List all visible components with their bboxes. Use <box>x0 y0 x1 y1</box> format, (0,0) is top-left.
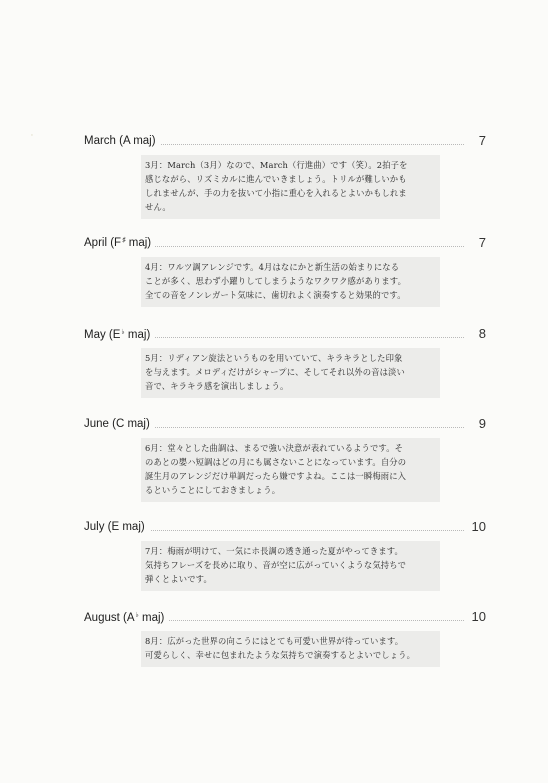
flat-symbol: ♭ <box>121 329 125 336</box>
entry-description <box>141 348 440 398</box>
description-line: しれませんが、手の力を抜いて小指に重心を入れるとよいかもしれま <box>145 188 407 198</box>
toc-entry-may[interactable] <box>84 328 486 398</box>
description-line: 6月：堂々とした曲調は、まるで強い決意が表れているようです。そ <box>145 443 404 453</box>
toc-entry-header <box>84 135 486 153</box>
description-line: 7月：梅雨が明けて、一気にホ長調の透き通った夏がやってきます。 <box>145 546 404 556</box>
toc-entry-july[interactable] <box>84 521 486 591</box>
entry-description <box>141 257 440 307</box>
sharp-symbol: ♯ <box>122 237 126 244</box>
description-line: 可愛らしく、幸せに包まれたような気持ちで演奏するとよいでしょう。 <box>145 650 416 660</box>
toc-entry-header <box>84 328 486 346</box>
description-line: るということにしておきましょう。 <box>145 485 281 495</box>
description-line: ことが多く、思わず小躍りしてしまうようなワクワク感があります。 <box>145 276 407 286</box>
entry-title: June (C maj) <box>84 418 155 430</box>
page-number: 7 <box>464 235 486 250</box>
flat-symbol: ♭ <box>135 612 139 619</box>
description-line: 気持ちフレーズを長めに取り、音が空に広がっていくような気持ちで <box>145 560 407 570</box>
entry-title: August (A♭ maj) <box>84 611 168 624</box>
entry-description <box>141 631 440 667</box>
description-line: 音で、キラキラ感を演出しましょう。 <box>145 381 289 391</box>
page-number: 7 <box>464 133 486 148</box>
description-line: せん。 <box>145 202 171 212</box>
entry-title: May (E♭ maj) <box>84 328 154 341</box>
entry-description <box>141 438 440 502</box>
description-line: 5月：リディアン旋法というものを用いていて、キラキラとした印象 <box>145 353 403 363</box>
toc-entry-march[interactable] <box>84 135 486 219</box>
entry-title: July (E maj) <box>84 521 150 533</box>
scan-mark: ' <box>31 133 33 141</box>
description-line: 誕生月のアレンジだけ単調だったら嫌ですよね。ここは一瞬梅雨に入 <box>145 471 407 481</box>
description-line: 8月：広がった世界の向こうにはとても可愛い世界が待っています。 <box>145 636 404 646</box>
page-number: 9 <box>464 416 486 431</box>
description-line: 全ての音をノンレガート気味に、歯切れよく演奏すると効果的です。 <box>145 290 406 300</box>
toc-entry-april[interactable] <box>84 237 486 307</box>
toc-entry-header <box>84 521 486 539</box>
entry-title: April (F♯ maj) <box>84 237 155 249</box>
entry-description <box>141 541 440 591</box>
toc-entry-header <box>84 418 486 436</box>
description-line: を与えます。メロディだけがシャープに、そしてそれ以外の音は淡い <box>145 367 405 377</box>
toc-entry-june[interactable] <box>84 418 486 502</box>
toc-entry-header <box>84 611 486 629</box>
description-line: のあとの嬰ハ短調はどの月にも属さないことになっています。自分の <box>145 457 407 467</box>
description-line: 感じながら、リズミカルに進んでいきましょう。トリルが難しいかも <box>145 174 407 184</box>
description-line: 4月：ワルツ調アレンジです。4月はなにかと新生活の始まりになる <box>145 262 400 272</box>
entry-description <box>141 155 440 219</box>
page-number: 8 <box>464 326 486 341</box>
toc-entry-august[interactable] <box>84 611 486 667</box>
description-line: 弾くとよいです。 <box>145 574 212 584</box>
entry-title: March (A maj) <box>84 135 161 147</box>
page-number: 10 <box>464 519 486 534</box>
page-number: 10 <box>464 609 486 624</box>
toc-entry-header <box>84 237 486 255</box>
description-line: 3月：March（3月）なので、March（行進曲）です（笑）。2拍子を <box>145 160 408 170</box>
